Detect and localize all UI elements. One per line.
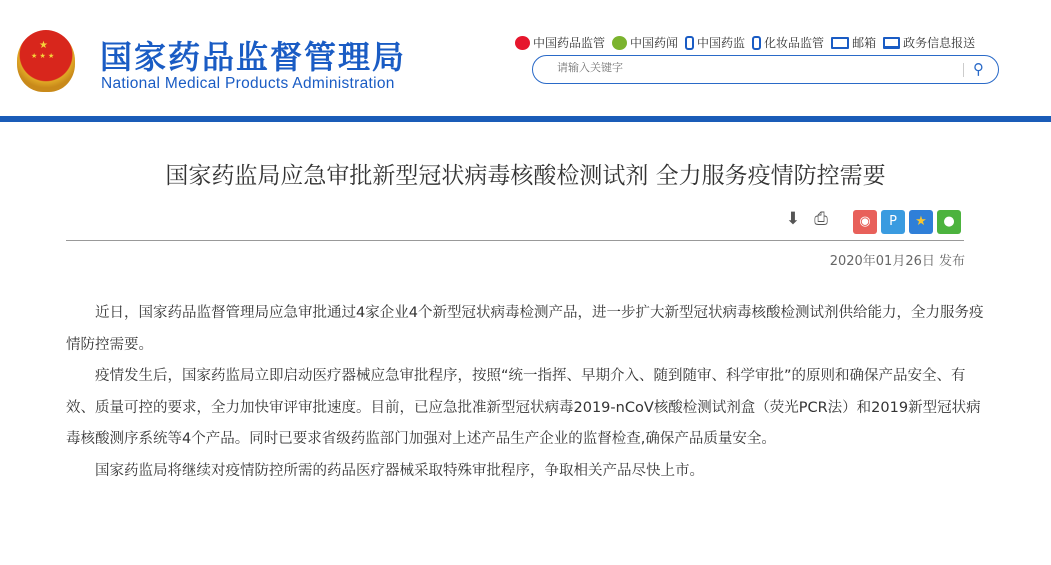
wechat-icon	[612, 36, 627, 50]
header-divider-band	[0, 116, 1051, 122]
link-weibo[interactable]: 中国药品监管	[515, 34, 605, 51]
title-divider	[66, 240, 964, 241]
mobile-icon	[685, 36, 694, 50]
paragraph: 国家药监局将继续对疫情防控所需的药品医疗器械采取特殊审批程序，争取相关产品尽快上市。	[95, 462, 704, 479]
site-logo-en[interactable]: National Medical Products Administration	[101, 75, 395, 92]
link-wechat[interactable]: 中国药闻	[612, 34, 678, 51]
search-input[interactable]	[557, 62, 957, 74]
share-qzone-icon[interactable]: P	[881, 210, 905, 234]
download-icon[interactable]: ⬇	[785, 209, 801, 229]
monitor-icon	[883, 37, 900, 49]
paragraph: 疫情发生后，国家药监局立即启动医疗器械应急审批程序，按照“统一指挥、早期介入、随到随审、科学审批”的原则和确保产品安全、有效、质量可控的要求，全力加快审评审批速度。目前，已应急批准新型冠状病毒2019-nCoV核酸检测试剂盒（荧光PCR法）和2019新型冠状病毒核酸测序系统等4个产品。同时已要求省级药监部门加强对上述产品生产企业的监督检查,确保产品质量安全。	[66, 368, 981, 447]
publish-date: 2020年01月26日 发布	[829, 254, 965, 269]
national-emblem-logo: ★ ★ ★ ★	[17, 30, 75, 92]
mail-icon	[831, 37, 849, 49]
share-qq-icon[interactable]: ★	[909, 210, 933, 234]
article-title: 国家药监局应急审批新型冠状病毒核酸检测试剂 全力服务疫情防控需要	[165, 163, 886, 189]
article-body	[66, 298, 986, 487]
share-weibo-icon[interactable]: ◉	[853, 210, 877, 234]
search-divider	[963, 63, 964, 77]
link-mobile-cosmetics[interactable]: 化妆品监管	[752, 34, 824, 51]
link-mail[interactable]: 邮箱	[831, 34, 876, 51]
share-wechat-icon[interactable]: ●	[937, 210, 961, 234]
print-icon[interactable]: ⎙	[814, 209, 828, 229]
share-buttons	[853, 210, 961, 234]
top-links	[515, 34, 975, 51]
weibo-icon	[515, 36, 530, 50]
link-gov-info[interactable]: 政务信息报送	[883, 34, 975, 51]
search-box	[532, 55, 999, 84]
mobile-icon	[752, 36, 761, 50]
search-icon[interactable]: ⚲	[973, 60, 984, 78]
link-mobile-nmpa[interactable]: 中国药监	[685, 34, 745, 51]
paragraph: 近日，国家药品监督管理局应急审批通过4家企业4个新型冠状病毒检测产品，进一步扩大新型冠状病毒核酸检测试剂供给能力，全力服务疫情防控需要。	[66, 305, 984, 353]
site-logo-cn[interactable]: 国家药品监督管理局	[100, 38, 407, 76]
